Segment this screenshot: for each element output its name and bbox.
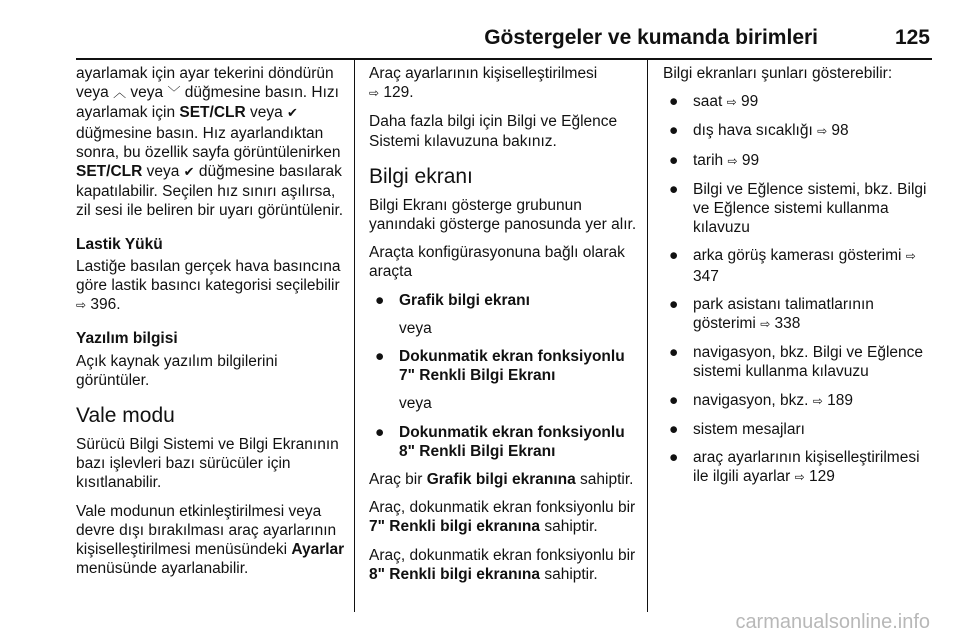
list-item <box>663 180 931 238</box>
list-item <box>663 92 931 112</box>
yazilim-paragraph: Açık kaynak yazılım bilgilerini görüntüler. <box>76 352 278 389</box>
list-item <box>663 121 931 141</box>
text: Dokunmatik ekran fonksiyonlu 8" Renkli Bilgi Ekranı <box>399 423 625 460</box>
text: Grafik bilgi ekranına <box>426 471 576 489</box>
vale-paragraph-2 <box>76 502 348 579</box>
page-ref-number: 338 <box>770 315 801 333</box>
list-item <box>663 151 931 171</box>
seven-inch-paragraph <box>369 498 639 536</box>
cruise-paragraph <box>76 64 348 221</box>
text: saat <box>693 93 727 111</box>
text: Lastiğe basılan gerçek hava basıncına göre lastik basıncı kategorisi seçilebilir <box>76 257 341 295</box>
text: veya <box>245 104 288 122</box>
page-title: Göstergeler ve kumanda birimleri <box>484 26 818 49</box>
bullet-icon: ● <box>375 348 385 366</box>
bullet-icon: ● <box>669 151 679 169</box>
column-1 <box>76 64 348 587</box>
heading-lastik: Lastik Yükü <box>76 235 163 253</box>
page-ref-number: 99 <box>737 151 760 169</box>
display-info-list <box>663 92 931 487</box>
heading-bilgi-ekrani: Bilgi ekranı <box>369 164 473 188</box>
text: Araç ayarlarının kişiselleştirilmesi <box>369 65 598 82</box>
heading-vale: Vale modu <box>76 404 175 428</box>
bullet-icon: ● <box>669 295 679 313</box>
veya-text: veya <box>399 319 432 337</box>
column-3 <box>663 64 931 496</box>
page-ref-icon: ⇨ <box>817 124 828 139</box>
text: düğmesine basın. Hızı ayarlamak için <box>76 84 339 122</box>
bullet-icon: ● <box>375 423 385 441</box>
set-clr-label: SET/CLR <box>76 163 143 181</box>
bullet-icon: ● <box>375 291 385 309</box>
bullet-icon: ● <box>669 420 679 438</box>
bullet-icon: ● <box>669 247 679 265</box>
bullet-icon: ● <box>669 180 679 198</box>
display-type-list <box>369 291 639 310</box>
list-item <box>369 347 639 385</box>
text: 7" Renkli bilgi ekranına <box>369 518 541 536</box>
page-ref-number: 98 <box>827 122 849 140</box>
text: sahiptir. <box>540 565 598 583</box>
list-item <box>369 291 639 310</box>
vale-paragraph-1: Sürücü Bilgi Sistemi ve Bilgi Ekranının bazı işlevleri bazı sürücüler için kısıtlanabilir. <box>76 436 339 492</box>
text: navigasyon, bkz. Bilgi ve Eğlence sistemi kullanma kılavuzu <box>693 344 924 381</box>
text: Vale modunun etkinleştirilmesi veya devre dışı bırakılması araç ayarlarının kişiselleştirilmesi menüsündeki <box>76 502 337 559</box>
list-item <box>663 391 931 411</box>
chevron-down-icon: ﹀ <box>167 86 181 102</box>
text: 396. <box>86 296 121 314</box>
display-intro: Bilgi ekranları şunları gösterebilir: <box>663 65 893 82</box>
check-icon: ✔ <box>183 165 195 181</box>
text: menüsünde ayarlanabilir. <box>76 560 249 578</box>
text: Araç bir <box>369 471 427 489</box>
bullet-icon: ● <box>669 93 679 111</box>
set-clr-label: SET/CLR <box>179 104 246 122</box>
lastik-paragraph <box>76 257 348 316</box>
bullet-icon: ● <box>669 344 679 362</box>
text: düğmesine basın. Hız ayarlandıktan sonra, bu özellik sayfa görüntülenirken <box>76 124 341 161</box>
list-item <box>663 246 931 285</box>
page-number: 125 <box>894 26 930 49</box>
text: veya <box>142 163 184 181</box>
bullet-icon: ● <box>669 449 679 467</box>
page-ref-number: 347 <box>693 267 719 285</box>
column-divider-2 <box>647 60 648 612</box>
text: tarih <box>693 151 728 169</box>
text: ayarlamak için ayar tekerini döndürün veya <box>76 65 334 102</box>
text: 8" Renkli bilgi ekranına <box>369 565 541 583</box>
header-rule <box>76 58 932 60</box>
page-ref-icon: ⇨ <box>812 393 823 408</box>
config-paragraph: Araçta konfigürasyonuna bağlı olarak araçta <box>369 244 625 281</box>
graphic-paragraph <box>369 470 639 489</box>
page-ref-icon: ⇨ <box>760 317 771 332</box>
list-item <box>663 448 931 487</box>
list-item <box>663 420 931 439</box>
text: sahiptir. <box>540 518 598 536</box>
heading-yazilim: Yazılım bilgisi <box>76 330 178 348</box>
text: navigasyon, bkz. <box>693 391 813 409</box>
text: park asistanı talimatlarının gösterimi <box>693 295 874 333</box>
watermark: carmanualsonline.info <box>735 611 930 633</box>
text: 129. <box>379 84 414 102</box>
text: arka görüş kamerası gösterimi <box>693 247 906 265</box>
bilgi-paragraph: Bilgi Ekranı gösterge grubunun yanındaki gösterge panosunda yer alır. <box>369 196 637 234</box>
chevron-up-icon: ︿ <box>113 86 127 102</box>
page-ref-icon: ⇨ <box>726 95 737 110</box>
column-2 <box>369 64 639 593</box>
check-icon: ✔ <box>287 106 298 122</box>
bullet-icon: ● <box>669 122 679 140</box>
eight-inch-paragraph <box>369 546 639 584</box>
page-ref-icon: ⇨ <box>76 298 87 313</box>
veya-text: veya <box>399 395 432 413</box>
page-ref-icon: ⇨ <box>369 86 380 101</box>
text: araç ayarlarının kişiselleştirilmesi ile ilgili ayarlar <box>693 449 920 486</box>
page-ref-icon: ⇨ <box>727 153 738 168</box>
text: Grafik bilgi ekranı <box>399 291 530 309</box>
display-type-list <box>369 423 639 461</box>
text: veya <box>126 84 168 102</box>
ayarlar-label: Ayarlar <box>291 541 345 559</box>
list-item <box>369 423 639 461</box>
text: Bilgi ve Eğlence sistemi, bkz. Bilgi ve Eğlence sistemi kullanma kılavuzu <box>693 180 927 237</box>
bullet-icon: ● <box>669 391 679 409</box>
page-ref-number: 99 <box>736 93 759 111</box>
text: sahiptir. <box>575 471 634 489</box>
page-ref-icon: ⇨ <box>905 249 916 264</box>
text: dış hava sıcaklığı <box>693 122 818 140</box>
page-ref-icon: ⇨ <box>794 470 805 485</box>
text: sistem mesajları <box>693 420 805 438</box>
page-ref-number: 129 <box>804 468 835 486</box>
display-type-list <box>369 347 639 385</box>
text: düğmesine basılarak kapatılabilir. Seçilen hız sınırı aşılırsa, zil sesi ile beliren bir uyarı görüntülenir. <box>76 163 344 220</box>
list-item <box>663 295 931 334</box>
settings-ref-paragraph <box>369 64 639 103</box>
list-item <box>663 343 931 381</box>
text: Araç, dokunmatik ekran fonksiyonlu bir <box>369 499 636 517</box>
text: Araç, dokunmatik ekran fonksiyonlu bir <box>369 546 636 564</box>
more-info-paragraph: Daha fazla bilgi için Bilgi ve Eğlence Sistemi kılavuzuna bakınız. <box>369 113 618 150</box>
text: Dokunmatik ekran fonksiyonlu 7" Renkli Bilgi Ekranı <box>399 348 625 385</box>
page-header <box>0 26 930 60</box>
column-divider-1 <box>354 60 355 612</box>
page-ref-number: 189 <box>822 391 853 409</box>
